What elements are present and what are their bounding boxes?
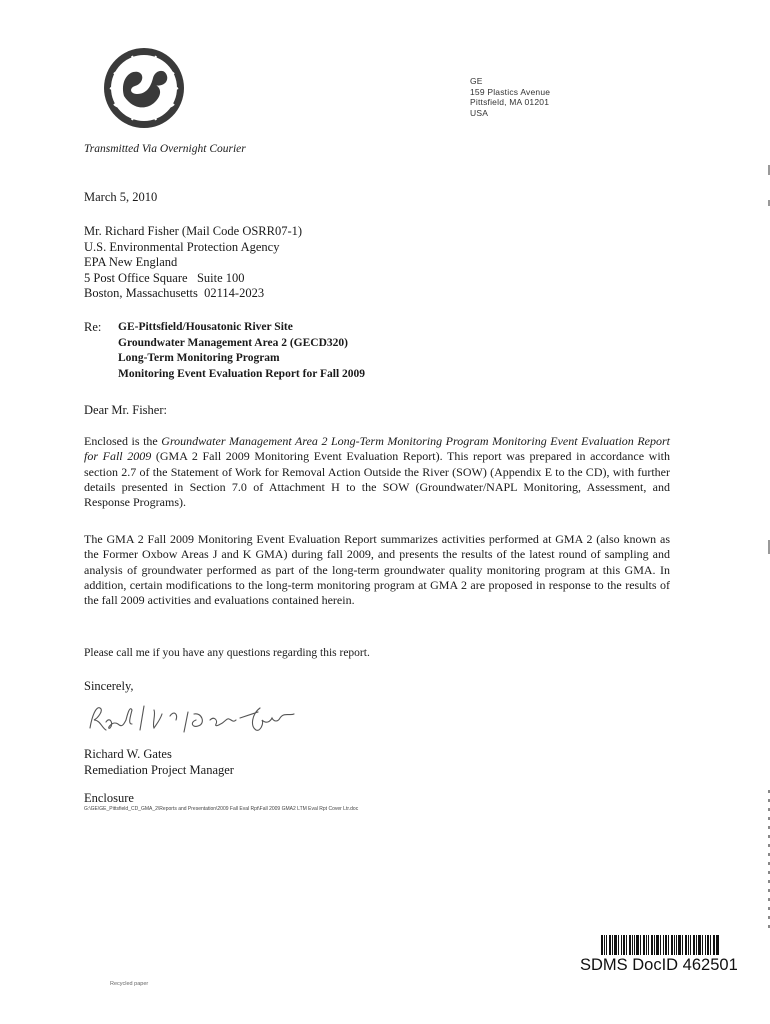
recipient-block bbox=[84, 224, 302, 302]
sender-address bbox=[470, 76, 550, 118]
recipient-line: U.S. Environmental Protection Agency bbox=[84, 239, 280, 254]
recipient-line: EPA New England bbox=[84, 255, 178, 269]
report-title: Groundwater Management Area 2 Long-Term Monitoring Program Monitoring Event Evaluation Report for Fall 2009 bbox=[84, 434, 670, 464]
body-paragraph-3: Please call me if you have any questions regarding this report. bbox=[84, 647, 370, 659]
recipient-line: 5 Post Office Square Suite 100 bbox=[84, 270, 245, 285]
salutation: Dear Mr. Fisher: bbox=[84, 403, 167, 417]
subject-line: GE-Pittsfield/Housatonic River Site bbox=[118, 321, 293, 333]
subject-line: Long-Term Monitoring Program bbox=[118, 352, 280, 364]
file-path-note: G:\GE\GE_Pittsfield_CD_GMA_2\Reports and Presentation\2009 Fall Eval Rpt\Fall 2009 GMA2 LTM Eval Rpt Cover Ltr.doc bbox=[84, 806, 359, 812]
subject-line: Monitoring Event Evaluation Report for Fall 2009 bbox=[118, 367, 366, 380]
subject-block bbox=[118, 320, 365, 382]
re-label: Re: bbox=[84, 320, 102, 334]
address-line: USA bbox=[470, 107, 489, 118]
enclosure-note: Enclosure bbox=[84, 791, 134, 805]
signer-title: Remediation Project Manager bbox=[84, 763, 234, 777]
address-line: Pittsfield, MA 01201 bbox=[470, 97, 550, 107]
recipient-line: Boston, Massachusetts 02114-2023 bbox=[84, 286, 265, 300]
transmittal-note: Transmitted Via Overnight Courier bbox=[84, 143, 246, 155]
body-paragraph-1 bbox=[84, 434, 670, 510]
footer-note: Recycled paper bbox=[110, 981, 149, 987]
paragraph-rest: (GMA 2 Fall 2009 Monitoring Event Evaluation Report). This report was prepared in accordance with section 2.7 of the Statement of Work for Removal Action Outside the River (SOW) (Appendix E to the CD), with further details presented in Section 7.0 of Attachment H to the SOW (Groundwater/NAPL Monitoring, Assessment, and Response Programs). bbox=[84, 449, 670, 510]
ge-logo-icon bbox=[102, 46, 186, 130]
closing: Sincerely, bbox=[84, 679, 134, 693]
handwritten-signature bbox=[84, 698, 324, 738]
barcode-icon bbox=[601, 935, 719, 955]
address-line: 159 Plastics Avenue bbox=[470, 86, 551, 97]
subject-line: Groundwater Management Area 2 (GECD320) bbox=[118, 336, 348, 349]
letter-date: March 5, 2010 bbox=[84, 190, 158, 204]
body-paragraph-2: The GMA 2 Fall 2009 Monitoring Event Evaluation Report summarizes activities performed at GMA 2 (also known as the Former Oxbow Areas J and K GMA) during fall 2009, and presents the results of the latest round of sampling and analysis of groundwater performed as part of the long-term groundwater quality monitoring program at this GMA. In addition, certain modifications to the long-term monitoring program at GMA 2 are proposed in response to the results of the fall 2009 activities and evaluations contained herein. bbox=[84, 532, 670, 608]
signer-name: Richard W. Gates bbox=[84, 747, 172, 761]
signer-block bbox=[84, 746, 234, 778]
docid-label: SDMS DocID 462501 bbox=[580, 956, 738, 974]
paragraph-lead: Enclosed is the bbox=[84, 434, 162, 448]
recipient-line: Mr. Richard Fisher (Mail Code OSRR07-1) bbox=[84, 224, 303, 238]
address-line: GE bbox=[470, 76, 483, 86]
